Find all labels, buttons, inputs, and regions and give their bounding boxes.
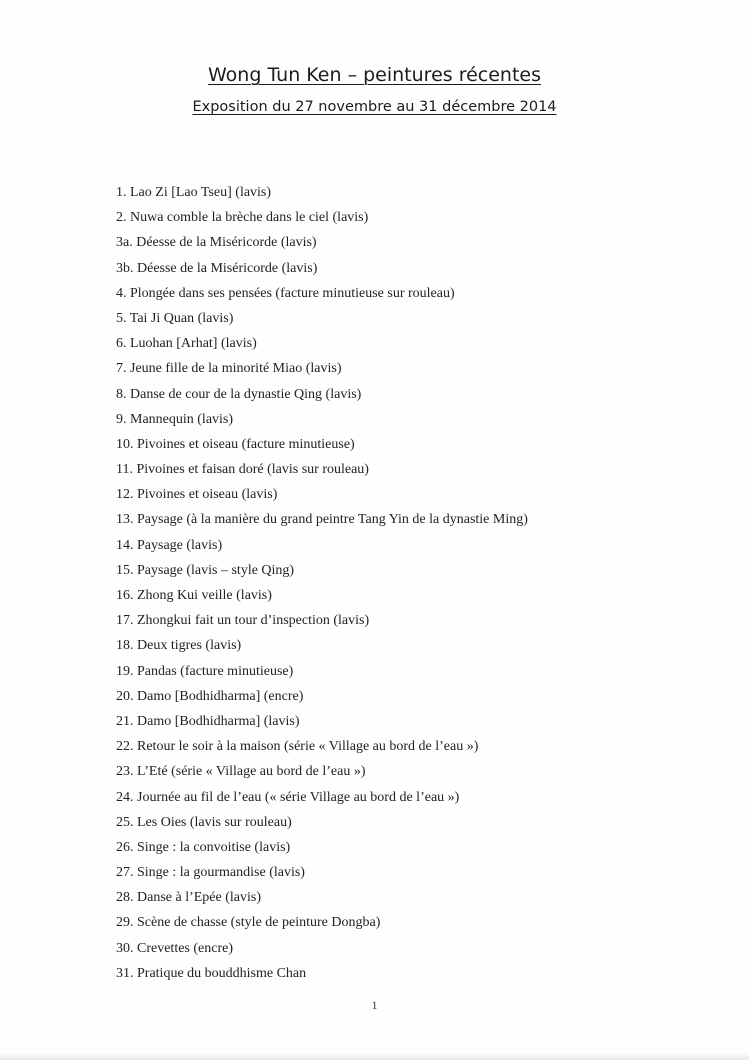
document-subtitle	[0, 97, 749, 117]
list-item: 2. Nuwa comble la brèche dans le ciel (lavis)	[116, 210, 369, 226]
list-item: 16. Zhong Kui veille (lavis)	[116, 588, 272, 603]
list-item: 23. L’Eté (série « Village au bord de l’eau »)	[116, 764, 366, 780]
list-item: 18. Deux tigres (lavis)	[116, 638, 242, 654]
list-item: 1. Lao Zi [Lao Tseu] (lavis)	[116, 185, 272, 200]
list-item: 22. Retour le soir à la maison (série « Village au bord de l’eau »)	[116, 739, 479, 755]
list-item: 3b. Déesse de la Miséricorde (lavis)	[116, 260, 318, 276]
list-item: 21. Damo [Bodhidharma] (lavis)	[116, 713, 300, 729]
document-subtitle-text: Exposition du 27 novembre au 31 décembre 2014	[192, 99, 557, 115]
list-item: 30. Crevettes (encre)	[116, 940, 233, 956]
list-item: 3a. Déesse de la Miséricorde (lavis)	[116, 235, 317, 251]
list-item: 15. Paysage (lavis – style Qing)	[116, 562, 295, 578]
list-item: 26. Singe : la convoitise (lavis)	[116, 839, 291, 855]
list-item: 12. Pivoines et oiseau (lavis)	[116, 487, 278, 503]
list-item: 27. Singe : la gourmandise (lavis)	[116, 865, 305, 881]
list-item: 7. Jeune fille de la minorité Miao (lavis)	[116, 361, 342, 377]
list-item: 4. Plongée dans ses pensées (facture minutieuse sur rouleau)	[116, 285, 455, 301]
document-title-text: Wong Tun Ken – peintures récentes	[208, 64, 541, 86]
list-item: 20. Damo [Bodhidharma] (encre)	[116, 688, 304, 704]
list-item: 5. Tai Ji Quan (lavis)	[116, 310, 234, 326]
list-item: 10. Pivoines et oiseau (facture minutieuse)	[116, 436, 355, 452]
works-list	[116, 180, 528, 986]
list-item: 11. Pivoines et faisan doré (lavis sur rouleau)	[116, 462, 369, 478]
scan-edge	[0, 1052, 749, 1060]
list-item: 28. Danse à l’Epée (lavis)	[116, 890, 261, 906]
list-item: 14. Paysage (lavis)	[116, 537, 223, 553]
list-item: 13. Paysage (à la manière du grand peintre Tang Yin de la dynastie Ming)	[116, 512, 528, 528]
list-item: 6. Luohan [Arhat] (lavis)	[116, 336, 257, 352]
list-item: 31. Pratique du bouddhisme Chan	[116, 965, 307, 981]
list-item: 24. Journée au fil de l’eau (« série Village au bord de l’eau »)	[116, 789, 460, 805]
list-item: 19. Pandas (facture minutieuse)	[116, 663, 294, 679]
list-item: 17. Zhongkui fait un tour d’inspection (lavis)	[116, 613, 370, 629]
document-title	[0, 62, 749, 88]
page-number: 1	[371, 998, 378, 1012]
list-item: 9. Mannequin (lavis)	[116, 411, 234, 427]
list-item: 29. Scène de chasse (style de peinture Dongba)	[116, 915, 381, 931]
list-item: 25. Les Oies (lavis sur rouleau)	[116, 814, 292, 830]
list-item: 8. Danse de cour de la dynastie Qing (lavis)	[116, 386, 362, 402]
